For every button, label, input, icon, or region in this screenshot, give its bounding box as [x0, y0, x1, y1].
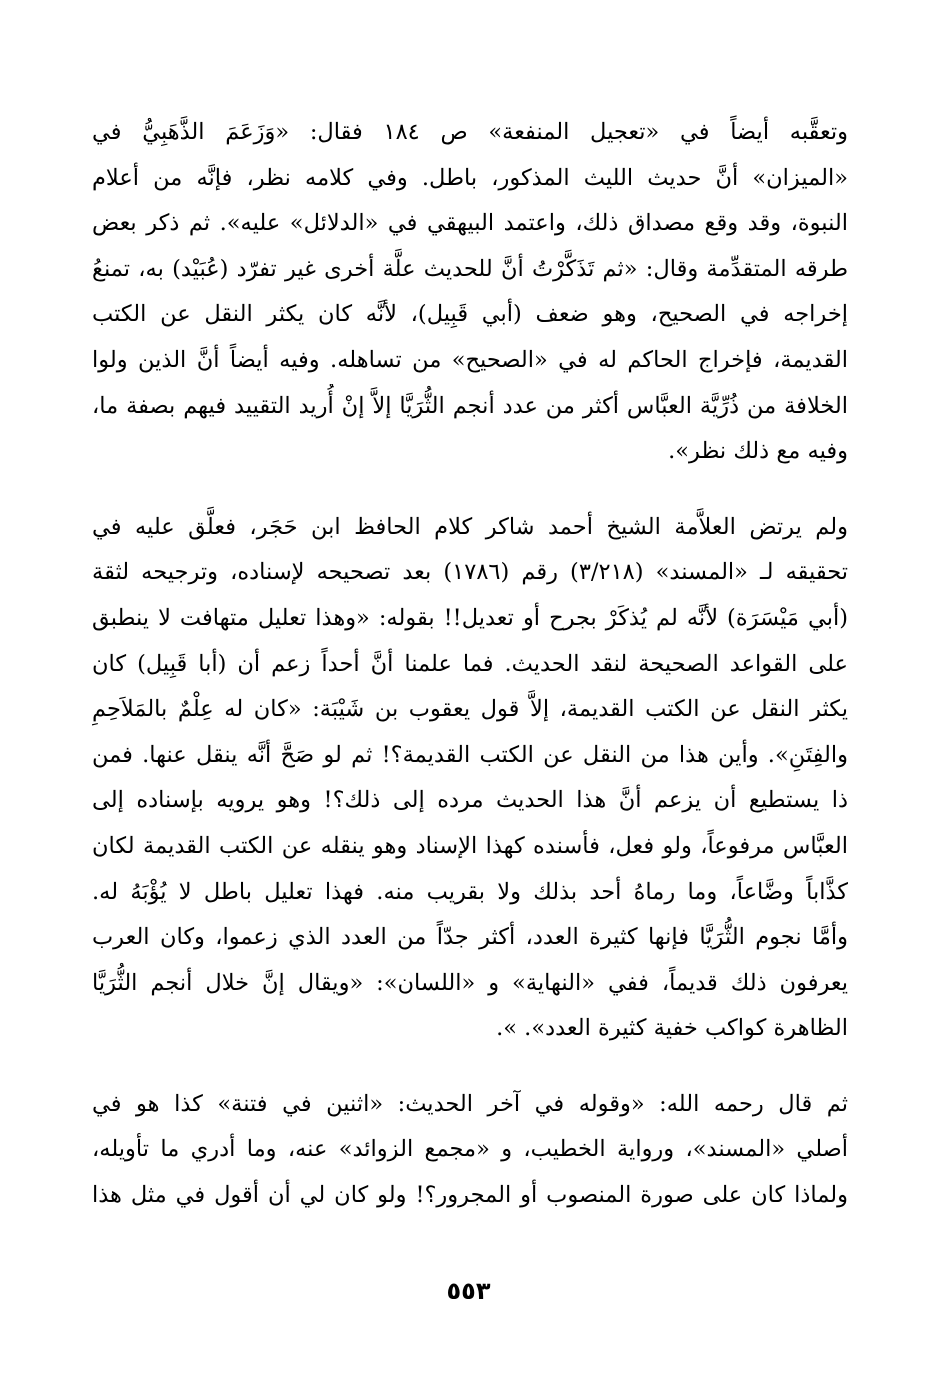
text-line: القديمة، فإخراج الحاكم له في «الصحيح» من تساهله. وفيه أيضاً أنَّ الذين ولوا — [92, 346, 848, 373]
page-number: ٥٥٣ — [446, 1277, 491, 1305]
paragraph-2 — [92, 505, 848, 1052]
text-line: النبوة، وقد وقع مصداق ذلك، واعتمد البيهقي في «الدلائل» عليه». ثم ذكر بعض — [92, 210, 848, 237]
text-line: ثم قال رحمه الله: «وقوله في آخر الحديث: «اثنين في فتنة» كذا هو في — [92, 1090, 848, 1117]
text-line: وفيه مع ذلك نظر». — [668, 438, 848, 465]
text-line: العبَّاس مرفوعاً، ولو فعل، فأسنده كهذا الإسناد وهو ينقله عن الكتب القديمة لكان — [92, 832, 848, 859]
paragraph-spacer — [92, 475, 848, 505]
text-line: طرقه المتقدِّمة وقال: «ثم تَذَكَّرْتُ أنَّ للحديث علَّة أخرى غير تفرّد (عُبَيْد) به، تمنعُ — [92, 255, 848, 282]
text-line: الخلافة من ذُرِّيَّة العبَّاس أكثر من عدد أنجم الثُّرَيَّا إلاَّ إنْ أُريد التقييد فيهم بصفة ما، — [92, 392, 848, 419]
text-line: تحقيقه لـ «المسند» (٣/٢١٨) رقم (١٧٨٦) بعد تصحيحه لإسناده، وترجيحه لثقة — [92, 559, 848, 586]
text-line: وتعقَّبه أيضاً في «تعجيل المنفعة» ص ١٨٤ فقال: «وَزَعَمَ الذَّهَبِيُّ في — [92, 119, 848, 145]
paragraph-spacer — [92, 1052, 848, 1082]
text-line: ذا يستطيع أن يزعم أنَّ هذا الحديث مرده إلى ذلك؟! وهو يرويه بإسناده إلى — [92, 787, 848, 814]
text-line: على القواعد الصحيحة لنقد الحديث. فما علمنا أنَّ أحداً زعم أن (أبا قَبِيل) كان — [92, 650, 848, 677]
text-line: ولم يرتض العلاَّمة الشيخ أحمد شاكر كلام الحافظ ابن حَجَر، فعلَّق عليه في — [92, 513, 848, 540]
paragraph-1 — [92, 110, 848, 475]
text-line: والفِتَنِ». وأين هذا من النقل عن الكتب القديمة؟! ثم لو صَحَّ أنَّه ينقل عنها. فمن — [92, 741, 848, 768]
text-line: أصلي «المسند»، ورواية الخطيب، و «مجمع الزوائد» عنه، وما أدري ما تأويله، — [92, 1136, 848, 1163]
text-line: إخراجه في الصحيح، وهو ضعف (أبي قَبِيل)، لأنَّه كان يكثر النقل عن الكتب — [92, 301, 848, 328]
text-line: كذَّاباً وضَّاعاً، وما رماهُ أحد بذلك ولا بقريب منه. فهذا تعليل باطل لا يُؤْبَهُ له. — [92, 878, 848, 905]
text-line: (أبي مَيْسَرَة) لأنَّه لم يُذكَرْ بجرح أو تعديل!! بقوله: «وهذا تعليل متهافت لا ينطبق — [92, 604, 848, 631]
paragraph-3 — [92, 1082, 848, 1219]
text-line: الظاهرة كواكب خفية كثيرة العدد». ». — [496, 1015, 848, 1042]
text-line: «الميزان» أنَّ حديث الليث المذكور، باطل. وفي كلامه نظر، فإنَّه من أعلام — [92, 164, 848, 191]
text-line: وأمَّا نجوم الثُّرَيَّا فإنها كثيرة العدد، أكثر جدّاً من العدد الذي زعموا، وكان العرب — [92, 924, 848, 951]
text-line: يكثر النقل عن الكتب القديمة، إلاَّ قول يعقوب بن شَيْبَة: «كان له عِلْمٌ بالمَلاَحِمِ — [92, 696, 848, 723]
text-line: يعرفون ذلك قديماً، ففي «النهاية» و «اللسان»: «ويقال إنَّ خلال أنجم الثُّرَيَّا — [92, 969, 848, 996]
page-body — [92, 110, 848, 1219]
text-line: ولماذا كان على صورة المنصوب أو المجرور؟! ولو كان لي أن أقول في مثل هذا — [92, 1182, 848, 1209]
